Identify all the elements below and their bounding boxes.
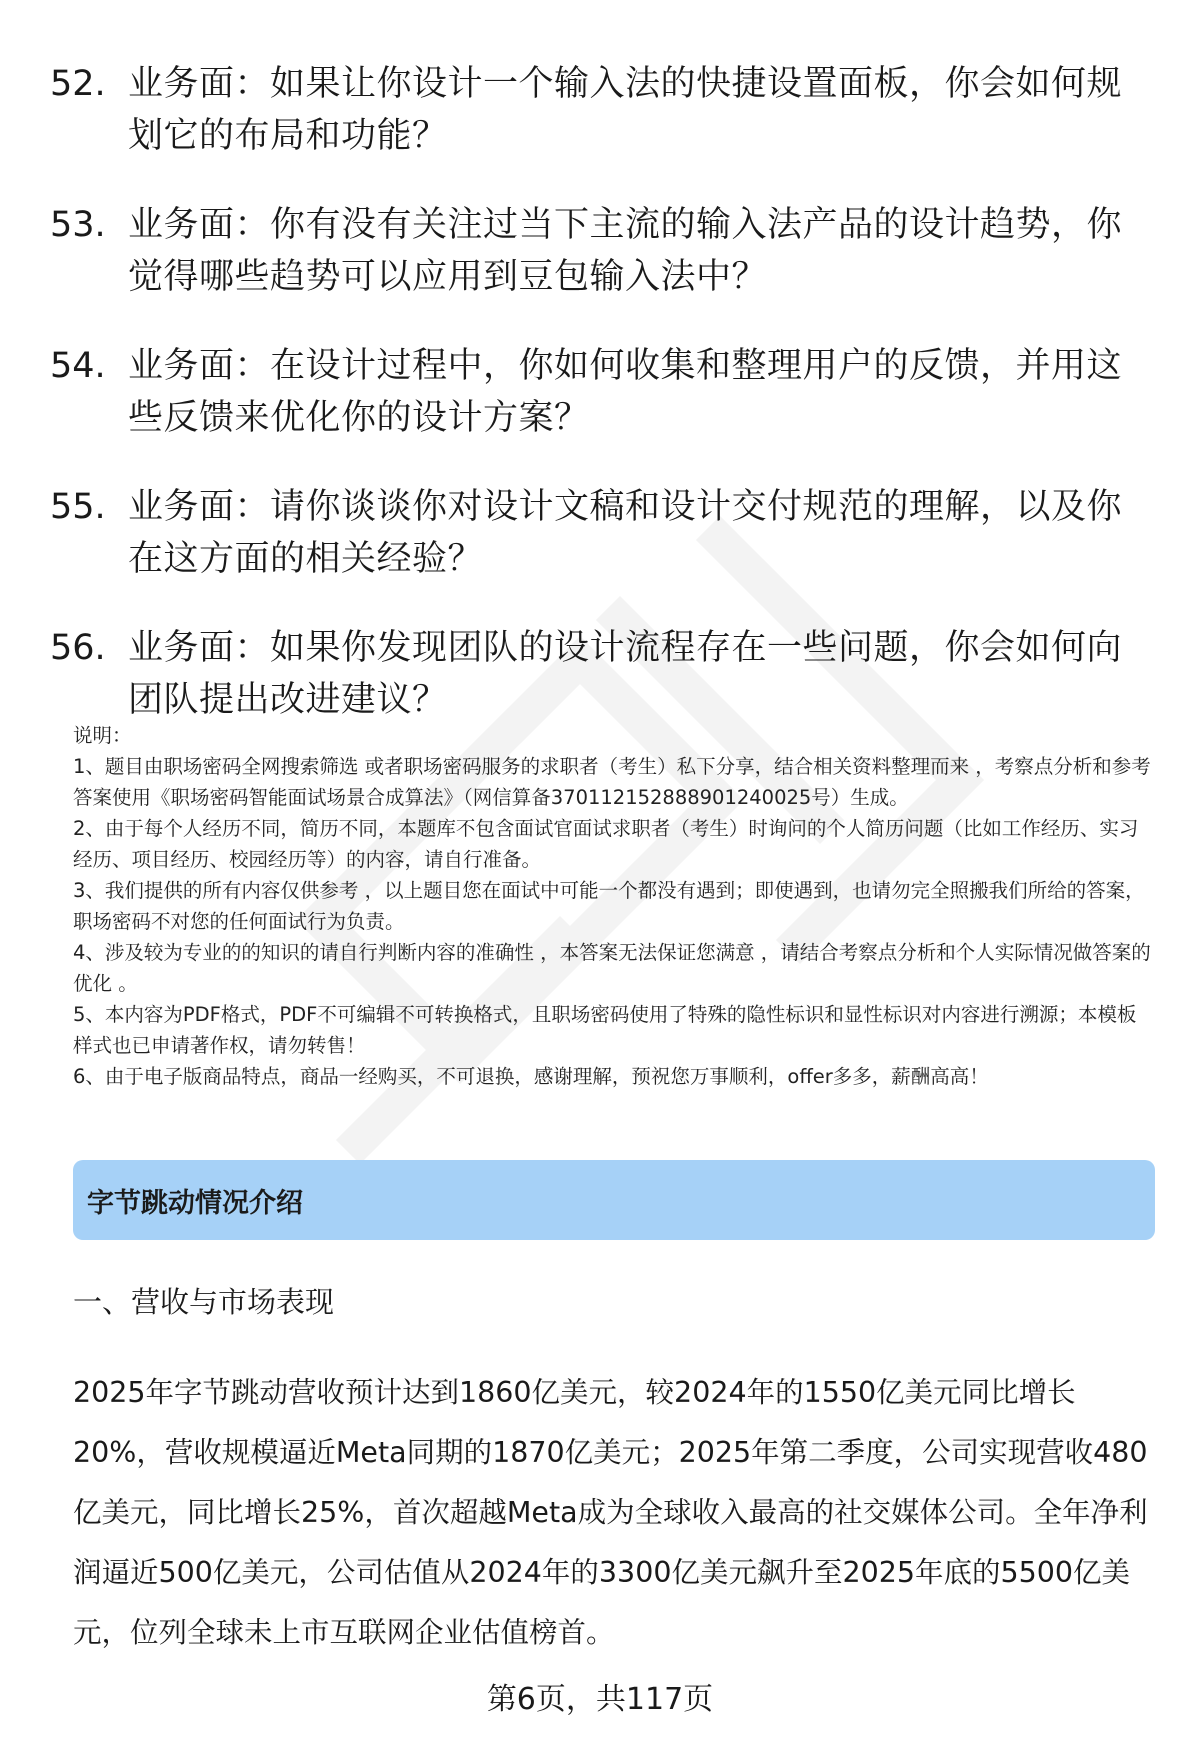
note-item: 4、涉及较为专业的的知识的请自行判断内容的准确性 ，本答案无法保证您满意 ，请结合考察点分析和个人实际情况做答案的优化 。 [73, 941, 1151, 995]
question-number: 56. [50, 628, 106, 668]
question-text: 业务面：在设计过程中，你如何收集和整理用户的反馈，并用这些反馈来优化你的设计方案？ [128, 346, 1123, 438]
note-item: 3、我们提供的所有内容仅供参考 ，以上题目您在面试中可能一个都没有遇到；即使遇到，也请勿完全照搬我们所给的答案，职场密码不对您的任何面试行为负责。 [73, 879, 1145, 933]
note-item: 5、本内容为PDF格式，PDF不可编辑不可转换格式，且职场密码使用了特殊的隐性标识和显性标识对内容进行溯源；本模板样式也已申请著作权，请勿转售！ [73, 1003, 1137, 1057]
question-number: 55. [50, 487, 106, 527]
question-item [50, 58, 1140, 162]
body-paragraph [73, 1363, 1163, 1663]
question-item [50, 199, 1140, 303]
question-item [50, 622, 1140, 726]
note-item: 2、由于每个人经历不同，简历不同，本题库不包含面试官面试求职者（考生）时询问的个人简历问题（比如工作经历、实习经历、项目经历、校园经历等）的内容，请自行准备。 [73, 817, 1139, 871]
question-text: 业务面：请你谈谈你对设计文稿和设计交付规范的理解，以及你在这方面的相关经验？ [128, 487, 1123, 579]
question-number: 52. [50, 64, 106, 104]
question-text: 业务面：你有没有关注过当下主流的输入法产品的设计趋势，你觉得哪些趋势可以应用到豆包输入法中？ [128, 205, 1123, 297]
page-footer: 第6页，共117页 [486, 1682, 714, 1717]
paragraph-text: 2025年字节跳动营收预计达到1860亿美元，较2024年的1550亿美元同比增长20%，营收规模逼近Meta同期的1870亿美元；2025年第二季度，公司实现营收480亿美元，同比增长25%，首次超越Meta成为全球收入最高的社交媒体公司。全年净利润逼近500亿美元，公司估值从2024年的3300亿美元飙升至2025年底的5500亿美元，位列全球未上市互联网企业估值榜首。 [73, 1376, 1148, 1649]
question-item [50, 481, 1140, 585]
section-banner [73, 1160, 1155, 1240]
sub-heading: 一、营收与市场表现 [73, 1285, 335, 1319]
question-number: 54. [50, 346, 106, 386]
question-text: 业务面：如果让你设计一个输入法的快捷设置面板，你会如何规划它的布局和功能？ [128, 64, 1123, 156]
note-item: 6、由于电子版商品特点，商品一经购买，不可退换，感谢理解，预祝您万事顺利，offer多多，薪酬高高！ [73, 1065, 989, 1088]
question-text: 业务面：如果你发现团队的设计流程存在一些问题，你会如何向团队提出改进建议？ [128, 628, 1123, 720]
notes-heading: 说明： [73, 724, 132, 747]
section-title: 字节跳动情况介绍 [87, 1187, 303, 1219]
disclaimer-notes [73, 720, 1153, 1092]
note-item: 1、题目由职场密码全网搜索筛选 或者职场密码服务的求职者（考生）私下分享，结合相关资料整理而来 ，考察点分析和参考答案使用《职场密码智能面试场景合成算法》（网信算备370112152888901240025号）生成。 [73, 755, 1151, 809]
question-number: 53. [50, 205, 106, 245]
question-item [50, 340, 1140, 444]
question-list [50, 58, 1140, 763]
